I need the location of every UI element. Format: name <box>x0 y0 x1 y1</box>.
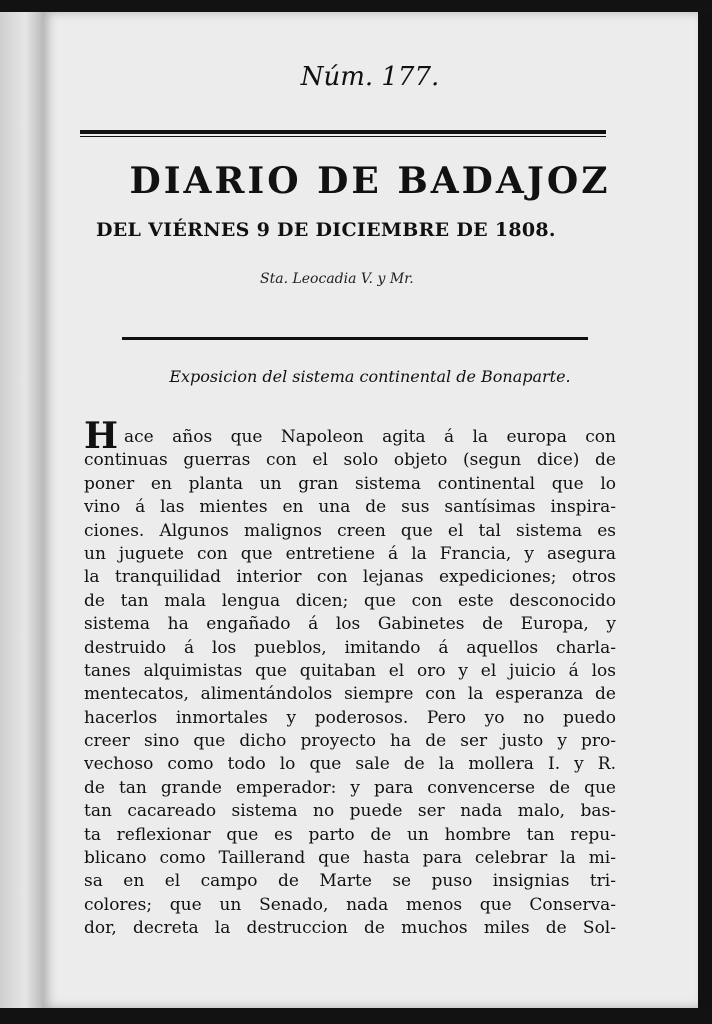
article-line: blicano como Taillerand que hasta para celebrar la mi- <box>84 848 616 869</box>
article-line: de tan grande emperador: y para convencerse de que <box>84 777 616 798</box>
article-line: la tranquilidad interior con lejanas expediciones; otros <box>84 567 616 588</box>
article-line: hacerlos inmortales y poderosos. Pero yo no puedo <box>84 707 616 728</box>
scan-edge <box>698 12 712 1008</box>
article-line: dor, decreta la destruccion de muchos miles de Sol- <box>84 918 616 939</box>
article-line: mentecatos, alimentándolos siempre con la esperanza de <box>84 684 616 705</box>
article-line: destruido á los pueblos, imitando á aquellos charla- <box>84 637 616 658</box>
article-line: poner en planta un gran sistema continental que lo <box>84 473 616 494</box>
article-line: de tan mala lengua dicen; que con este desconocido <box>84 590 616 611</box>
article-line: ta reflexionar que es parto de un hombre tan repu- <box>84 824 616 845</box>
drop-cap: H <box>84 415 119 457</box>
article-line: vechoso como todo lo que sale de la mollera I. y R. <box>84 754 616 775</box>
article-line: ace años que Napoleon agita á la europa con <box>124 427 616 447</box>
masthead-title: DIARIO DE BADAJOZ <box>129 160 611 202</box>
newspaper-page <box>42 12 698 1008</box>
article-line: continuas guerras con el solo objeto (segun dice) de <box>84 450 616 471</box>
article-line: creer sino que dicho proyecto ha de ser justo y pro- <box>84 731 616 752</box>
article-line: vino á las mientes en una de sus santísimas inspira- <box>84 497 616 518</box>
article-line: sa en el campo de Marte se puso insignias tri- <box>84 871 616 892</box>
article-line: un juguete con que entretiene á la Francia, y asegura <box>84 543 616 564</box>
top-rule-thin <box>80 136 606 137</box>
article-line: tanes alquimistas que quitaban el oro y el juicio á los <box>84 660 616 681</box>
issue-number: Núm. 177. <box>300 62 440 92</box>
article-line: sistema ha engañado á los Gabinetes de Europa, y <box>84 614 616 635</box>
masthead-bottom-rule <box>122 337 588 340</box>
article-line: colores; que un Senado, nada menos que Conserva- <box>84 894 616 915</box>
top-rule <box>80 130 606 134</box>
article-line: ciones. Algunos malignos creen que el tal sistema es <box>84 520 616 541</box>
left-page-edge <box>0 12 42 1008</box>
issue-date: DEL VIÉRNES 9 DE DICIEMBRE DE 1808. <box>96 219 556 241</box>
saint-of-day: Sta. Leocadia V. y Mr. <box>260 271 414 287</box>
article-body <box>84 426 616 941</box>
article-line: tan cacareado sistema no puede ser nada malo, bas- <box>84 801 616 822</box>
article-title: Exposicion del sistema continental de Bonaparte. <box>169 367 571 386</box>
